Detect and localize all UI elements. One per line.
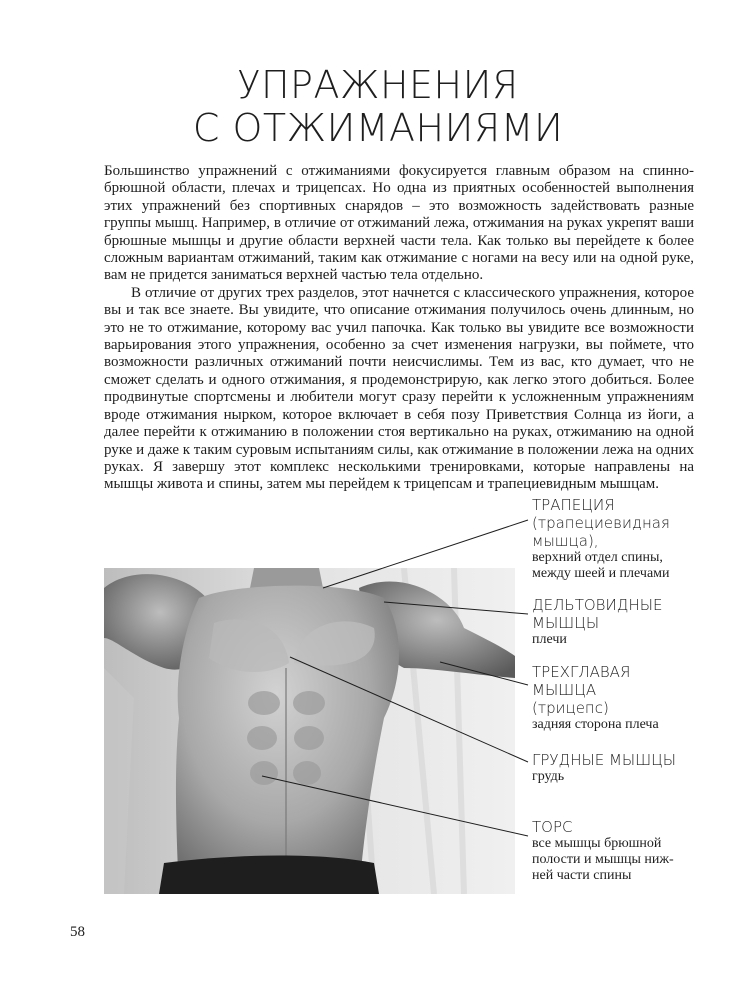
- label-triceps-desc-1: задняя сторона плеча: [532, 717, 659, 732]
- page-number: 58: [70, 924, 85, 940]
- label-trapezius-desc-2: между шеей и плечами: [532, 566, 670, 581]
- label-triceps: [532, 663, 659, 733]
- label-torso-desc-1: все мышцы брюшной: [532, 836, 662, 851]
- title-line-2: С ОТЖИМАНИЯМИ: [192, 106, 564, 150]
- label-triceps-head-2: МЫШЦА: [532, 681, 597, 699]
- label-deltoids-head-1: ДЕЛЬТОВИДНЫЕ: [532, 596, 663, 614]
- label-triceps-head-1: ТРЕХГЛАВАЯ: [532, 663, 631, 681]
- label-pectorals-desc-1: грудь: [532, 769, 565, 784]
- label-torso: [532, 818, 674, 884]
- label-torso-desc-2: полости и мышцы ниж-: [532, 852, 674, 867]
- label-torso-desc-3: ней части спины: [532, 868, 632, 883]
- label-torso-head-1: ТОРС: [532, 818, 573, 836]
- label-pectorals: [532, 751, 676, 785]
- label-triceps-head-3: (трицепс): [532, 699, 609, 717]
- label-pectorals-head-1: ГРУДНЫЕ МЫШЦЫ: [532, 751, 677, 769]
- torso-photo: [104, 568, 515, 894]
- body-text: [104, 163, 694, 494]
- title-line-1: УПРАЖНЕНИЯ: [237, 63, 519, 107]
- paragraph-1: Большинство упражнений с отжиманиями фокусируется главным образом на спинно-брюшной области, плечах и трицепсах. Но одна из приятных особенностей выполнения этих упражнений без спортивных снарядов – это возможность задействовать разные группы мышц. Например, в отличие от отжиманий лежа, отжимания на руках укрепят ваши брюшные мышцы и другие области верхней части тела. Как только вы перейдете к более сложным вариантам отжиманий, таким как отжимание с ногами на весу или на одной руке, вам не придется заниматься верхней частью тела отдельно.: [104, 163, 694, 284]
- paragraph-2: В отличие от других трех разделов, этот начнется с классического упражнения, которое вы и так все знаете. Вы увидите, что описание отжимания получилось очень длинным, но это не то отжимание, которому вас учил папочка. Как только вы увидите все возможности варьирования этого упражнения, особенно за счет изменения нагрузки, вы поймете, что возможности различных отжиманий почти неисчислимы. Тем из вас, кто думает, что не сможет сделать и одного отжимания, я продемонстрирую, как легко этого добиться. Более продвинутые спортсмены и любители могут сразу перейти к усложненным упражнениям вроде отжимания нырком, которое включает в себя позу Приветствия Солнца из йоги, а далее перейти к отжиманию в положении стоя вертикально на руках, отжиманию на одной руке и даже к таким суровым испытаниям силы, как отжимание в положении лежа на одних руках. Я завершу этот комплекс несколькими тренировками, которые направлены на мышцы живота и спины, затем мы перейдем к трицепсам и трапециевидным мышцам.: [104, 284, 694, 493]
- label-trapezius: [532, 496, 670, 582]
- label-deltoids: [532, 596, 662, 648]
- page-title: [0, 64, 756, 150]
- label-trapezius-head-3: мышца),: [532, 532, 599, 550]
- label-trapezius-head-2: (трапециевидная: [532, 514, 670, 532]
- label-deltoids-head-2: МЫШЦЫ: [532, 614, 600, 632]
- label-trapezius-desc-1: верхний отдел спины,: [532, 550, 663, 565]
- label-deltoids-desc-1: плечи: [532, 632, 567, 647]
- label-trapezius-head-1: ТРАПЕЦИЯ: [532, 496, 615, 514]
